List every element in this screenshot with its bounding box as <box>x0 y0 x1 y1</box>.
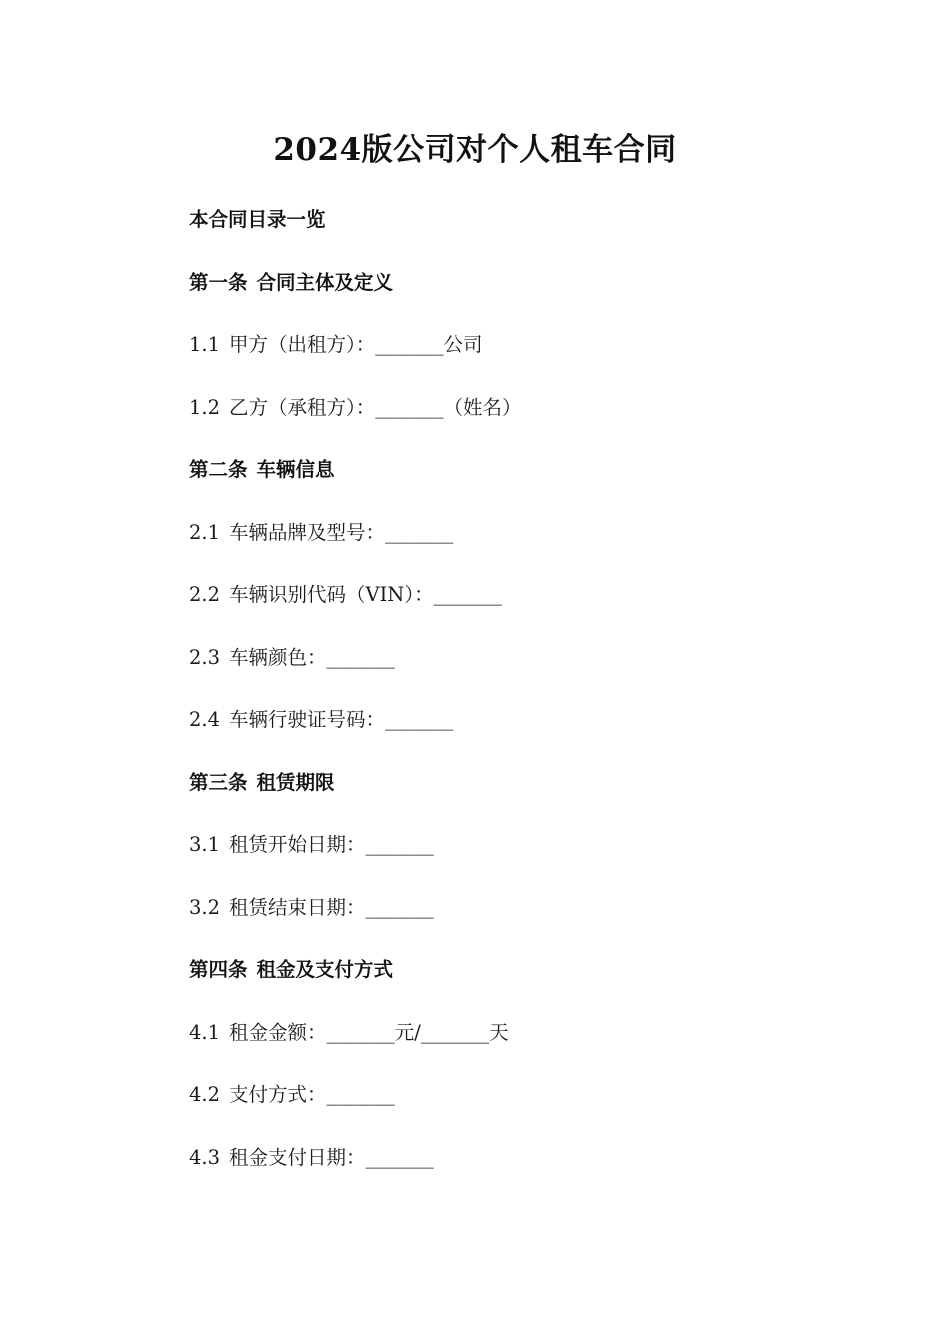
article-3-heading <box>189 764 869 827</box>
clause-number: 3.1 <box>189 833 221 856</box>
article-number: 第二条 <box>189 458 248 481</box>
clause-number: 4.2 <box>189 1083 221 1106</box>
article-number: 第四条 <box>189 958 248 981</box>
clause-2-1 <box>189 514 869 577</box>
clause-1-1 <box>189 326 869 389</box>
clause-2-2 <box>189 576 869 639</box>
clause-text: 车辆识别代码（VIN）：_______ <box>229 583 502 606</box>
clause-3-2 <box>189 889 869 952</box>
article-title: 租赁期限 <box>256 770 335 794</box>
clause-number: 1.1 <box>189 333 221 356</box>
article-2-heading <box>189 451 869 514</box>
clause-text: 车辆颜色：_______ <box>229 645 395 669</box>
clause-text: 车辆行驶证号码：_______ <box>229 708 454 731</box>
clause-number: 4.3 <box>189 1145 221 1169</box>
article-title: 租金及支付方式 <box>256 958 394 981</box>
article-number: 第三条 <box>189 770 248 794</box>
article-title: 车辆信息 <box>256 458 335 481</box>
clause-text: 甲方（出租方）：_______公司 <box>229 333 483 356</box>
clause-text: 支付方式：_______ <box>229 1083 395 1106</box>
clause-2-3 <box>189 639 869 702</box>
clause-text: 租金支付日期：_______ <box>229 1145 434 1169</box>
clause-number: 2.1 <box>189 520 221 544</box>
toc-heading <box>189 201 869 264</box>
clause-1-2 <box>189 389 869 452</box>
document-title: 2024版公司对个人租车合同 <box>273 132 677 168</box>
clause-2-4 <box>189 701 869 764</box>
article-1-heading <box>189 264 869 327</box>
clause-number: 2.3 <box>189 645 221 669</box>
clause-number: 4.1 <box>189 1020 221 1044</box>
clause-number: 1.2 <box>189 395 221 419</box>
clause-text: 租金金额：_______元/_______天 <box>229 1020 509 1044</box>
clause-text: 租赁结束日期：_______ <box>229 895 434 919</box>
clause-number: 3.2 <box>189 895 221 919</box>
article-title: 合同主体及定义 <box>256 270 394 294</box>
clause-number: 2.2 <box>189 583 221 606</box>
clause-number: 2.4 <box>189 708 221 731</box>
clause-4-3 <box>189 1139 869 1202</box>
clause-text: 租赁开始日期：_______ <box>229 833 434 856</box>
clause-3-1 <box>189 826 869 889</box>
document-body <box>189 201 869 1201</box>
article-4-heading <box>189 951 869 1014</box>
clause-text: 车辆品牌及型号：_______ <box>229 520 454 544</box>
article-number: 第一条 <box>189 270 248 294</box>
toc-heading-text: 本合同目录一览 <box>189 208 326 231</box>
clause-4-1 <box>189 1014 869 1077</box>
clause-4-2 <box>189 1076 869 1139</box>
clause-text: 乙方（承租方）：_______（姓名） <box>229 395 522 419</box>
